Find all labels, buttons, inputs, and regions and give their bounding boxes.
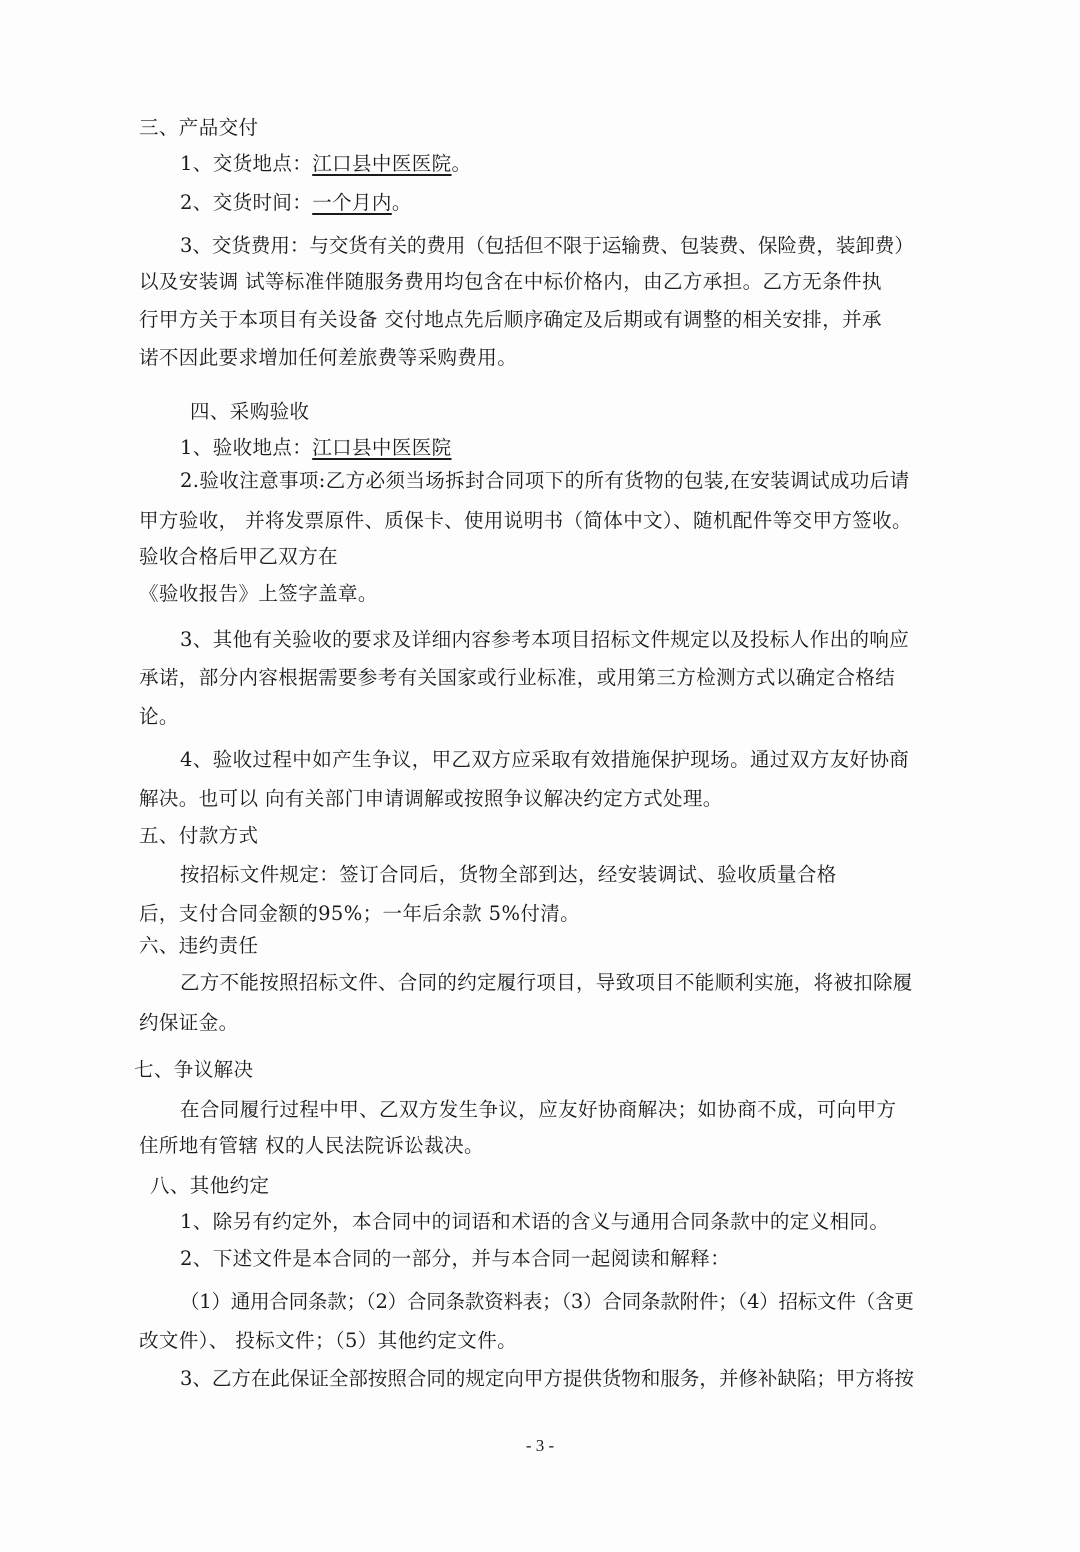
delivery-time-value: 一个月内 — [312, 191, 392, 214]
dispute-line-1: 在合同履行过程中甲、乙双方发生争议，应友好协商解决；如协商不成，可向甲方 — [180, 1098, 897, 1121]
dispute-line-2: 住所地有管辖 权的人民法院诉讼裁决。 — [139, 1134, 484, 1157]
payment-line-2: 后，支付合同金额的95%；一年后余款 5%付清。 — [139, 902, 581, 925]
delivery-cost-line-2: 以及安装调 试等标准伴随服务费用均包含在中标价格内，由乙方承担。乙方无条件执 — [139, 270, 882, 293]
delivery-time — [180, 189, 412, 217]
section-heading-delivery: 三、产品交付 — [139, 116, 259, 139]
acceptance-dispute-line-1: 4、验收过程中如产生争议，甲乙双方应采取有效措施保护现场。通过双方友好协商 — [180, 748, 910, 771]
section-heading-dispute: 七、争议解决 — [134, 1058, 254, 1081]
payment-line-1: 按招标文件规定：签订合同后，货物全部到达，经安装调试、验收质量合格 — [180, 863, 837, 886]
liability-line-1: 乙方不能按照招标文件、合同的约定履行项目，导致项目不能顺利实施，将被扣除履 — [180, 971, 913, 994]
delivery-location-value: 江口县中医医院 — [312, 152, 452, 175]
section-heading-acceptance: 四、采购验收 — [190, 400, 310, 423]
acceptance-notes-line-4: 《验收报告》上签字盖章。 — [139, 582, 378, 605]
delivery-location-label: 1、交货地点： — [180, 152, 313, 175]
acceptance-notes-line-2: 甲方验收， 并将发票原件、质保卡、使用说明书（简体中文）、随机配件等交甲方签收。 — [139, 509, 912, 532]
acceptance-notes-line-1: 2.验收注意事项:乙方必须当场拆封合同项下的所有货物的包装,在安装调试成功后请 — [180, 469, 910, 492]
delivery-time-suffix: 。 — [391, 191, 412, 214]
delivery-time-label: 2、交货时间： — [180, 191, 313, 214]
acceptance-location — [180, 434, 452, 462]
acceptance-other-line-3: 论。 — [139, 705, 179, 728]
liability-line-2: 约保证金。 — [139, 1011, 239, 1034]
delivery-location — [180, 150, 471, 178]
page-number: - 3 - — [525, 1436, 555, 1455]
delivery-cost-line-4: 诺不因此要求增加任何差旅费等采购费用。 — [139, 346, 518, 369]
other-item-3: 3、乙方在此保证全部按照合同的规定向甲方提供货物和服务，并修补缺陷；甲方将按 — [180, 1367, 914, 1390]
section-heading-payment: 五、付款方式 — [139, 824, 259, 847]
section-heading-other: 八、其他约定 — [150, 1174, 270, 1197]
acceptance-location-value: 江口县中医医院 — [312, 436, 452, 459]
other-list-line-1: （1）通用合同条款；（2）合同条款资料表；（3）合同条款附件；（4）招标文件（含更 — [180, 1290, 914, 1313]
other-list-line-2: 改文件）、 投标文件；（5）其他约定文件。 — [139, 1329, 518, 1352]
acceptance-notes-line-3: 验收合格后甲乙双方在 — [139, 545, 339, 568]
section-heading-liability: 六、违约责任 — [139, 934, 259, 957]
delivery-cost-line-3: 行甲方关于本项目有关设备 交付地点先后顺序确定及后期或有调整的相关安排，并承 — [139, 308, 882, 331]
acceptance-other-line-1: 3、其他有关验收的要求及详细内容参考本项目招标文件规定以及投标人作出的响应 — [180, 628, 910, 651]
acceptance-other-line-2: 承诺，部分内容根据需要参考有关国家或行业标准，或用第三方检测方式以确定合格结 — [139, 666, 896, 689]
acceptance-dispute-line-2: 解决。也可以 向有关部门申请调解或按照争议解决约定方式处理。 — [139, 787, 723, 810]
acceptance-location-label: 1、验收地点： — [180, 436, 313, 459]
other-item-2: 2、下述文件是本合同的一部分，并与本合同一起阅读和解释： — [180, 1247, 731, 1270]
delivery-cost-line-1: 3、交货费用：与交货有关的费用（包括但不限于运输费、包装费、保险费，装卸费） — [180, 234, 914, 257]
other-item-1: 1、除另有约定外，本合同中的词语和术语的含义与通用合同条款中的定义相同。 — [180, 1210, 890, 1233]
delivery-location-suffix: 。 — [451, 152, 472, 175]
